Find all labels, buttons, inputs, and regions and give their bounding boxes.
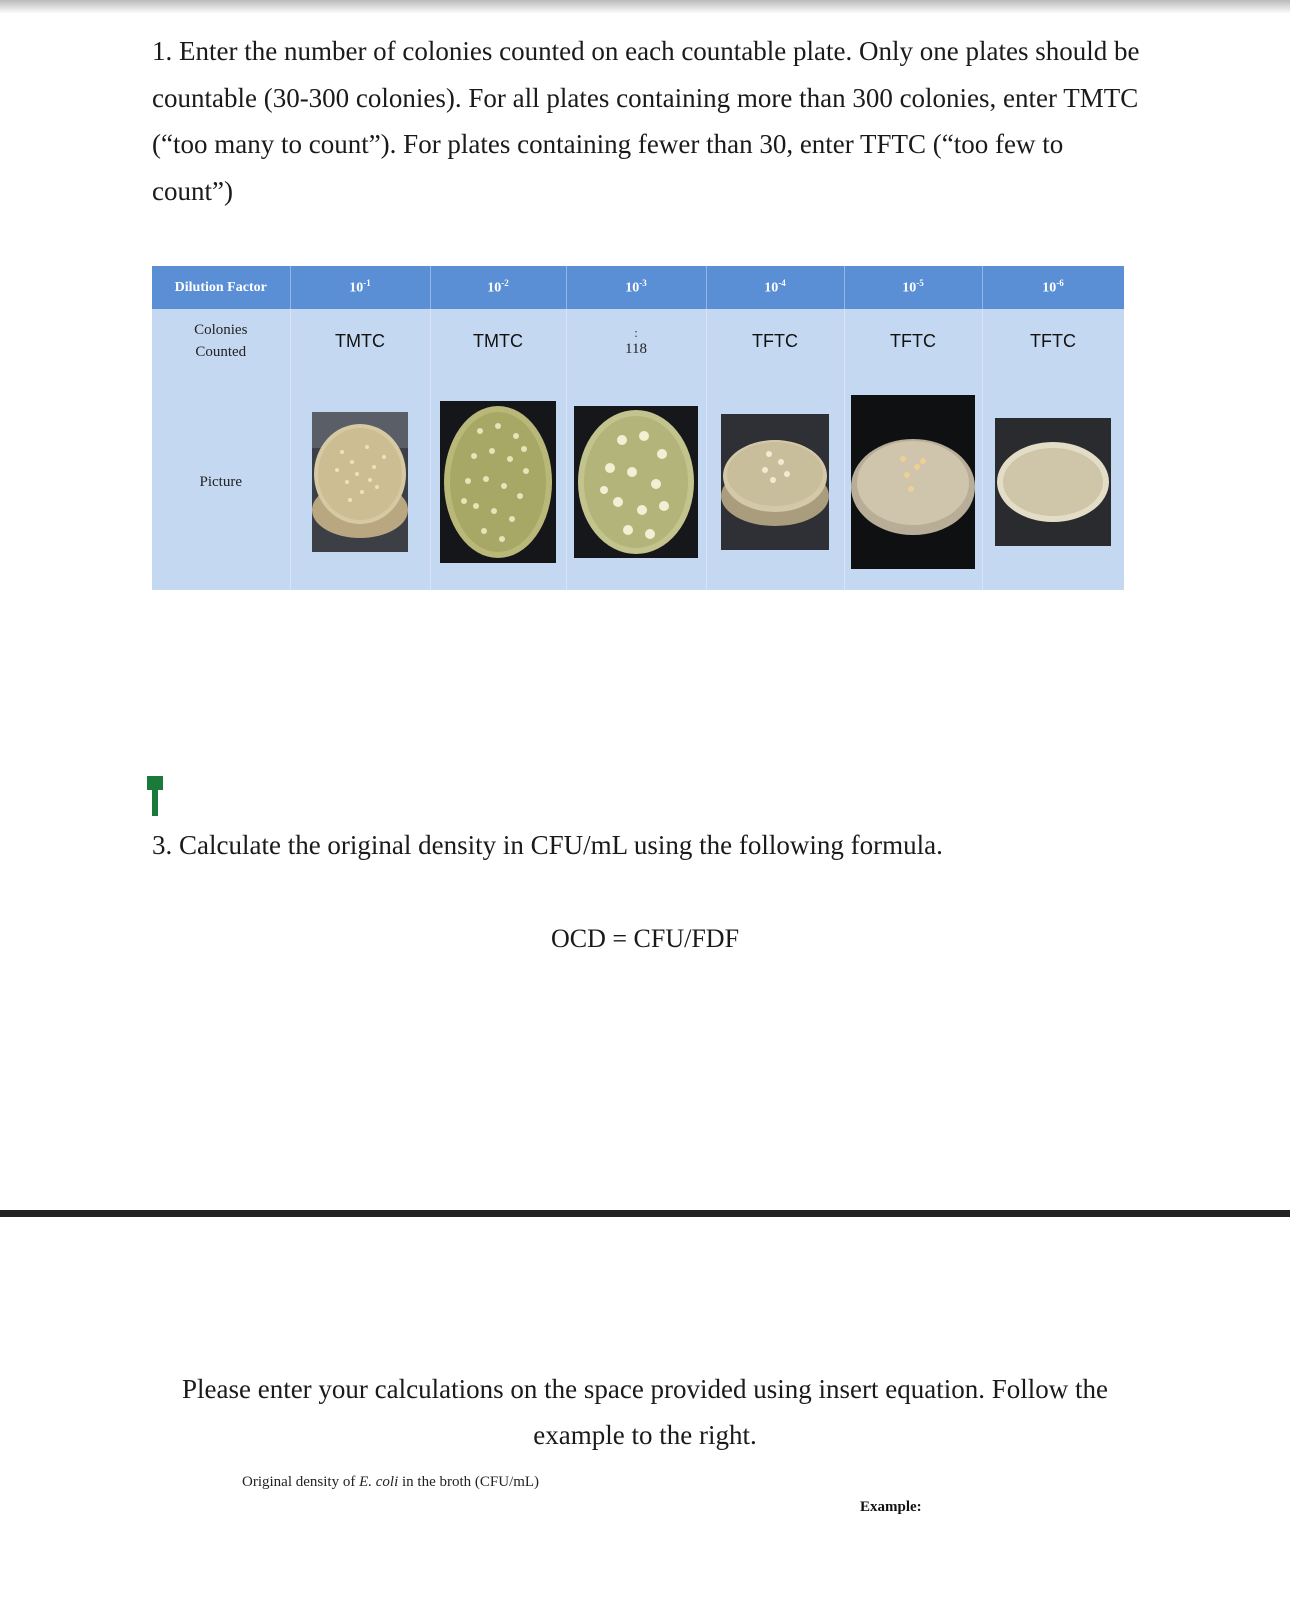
dilution-header-3: $10^{-3}$ [566,266,706,309]
top-shadow [0,0,1290,14]
count-cell-4[interactable]: TFTC [706,309,844,373]
plate-photo-cell-6 [982,373,1124,590]
enter-calculations-instruction: Please enter your calculations on the space provided using insert equation. Follow the example to the right. [181,1374,1108,1450]
dilution-header-6: $10^{-6}$ [982,266,1124,309]
picture-row [152,373,1124,590]
plate-photo-cell-3 [566,373,706,590]
dilution-header-5: $10^{-5}$ [844,266,982,309]
question-3-text: 3. Calculate the original density in CFU/mL using the following formula. [152,830,943,860]
dilution-factor-header: Dilution Factor [152,266,290,309]
count-cell-3[interactable]: : 118 [566,309,706,373]
example-label: Example: [860,1499,922,1515]
ocd-formula: OCD = CFU/FDF [550,924,740,953]
plate-photo-cell-1 [290,373,430,590]
original-density-label: Original density of E. coli in the broth (CFU/mL) [242,1474,540,1490]
count-cell-1[interactable]: TMTC [290,309,430,373]
plate-photo-2 [440,401,556,563]
count-cell-2[interactable]: TMTC [430,309,566,373]
plate-photo-cell-5 [844,373,982,590]
plate-photo-cell-4 [706,373,844,590]
plate-photo-4 [721,414,829,550]
table-header-row [152,266,1124,309]
plate-photo-3 [574,406,698,558]
plate-count-table [152,266,1125,590]
plate-photo-6 [995,418,1111,546]
dilution-header-2: $10^{-2}$ [430,266,566,309]
count-cell-5[interactable]: TFTC [844,309,982,373]
section-divider [0,1210,1290,1217]
plate-photo-cell-2 [430,373,566,590]
plate-photo-1 [312,412,408,552]
colonies-counted-label: Colonies Counted [152,309,290,373]
comment-marker-icon[interactable] [145,776,165,816]
colonies-counted-row [152,309,1124,373]
question-1-instructions: 1. Enter the number of colonies counted on each countable plate. Only one plates should be countable (30-300 colonies). For all plates containing more than 300 colonies, enter TMTC (“too many to count”). For plates containing fewer than 30, enter TFTC (“too few to count”) [152,36,1140,206]
dilution-header-1: $10^{-1}$ [290,266,430,309]
dilution-header-4: $10^{-4}$ [706,266,844,309]
picture-label: Picture [152,373,290,590]
plate-photo-5 [851,395,975,569]
count-cell-6[interactable]: TFTC [982,309,1124,373]
